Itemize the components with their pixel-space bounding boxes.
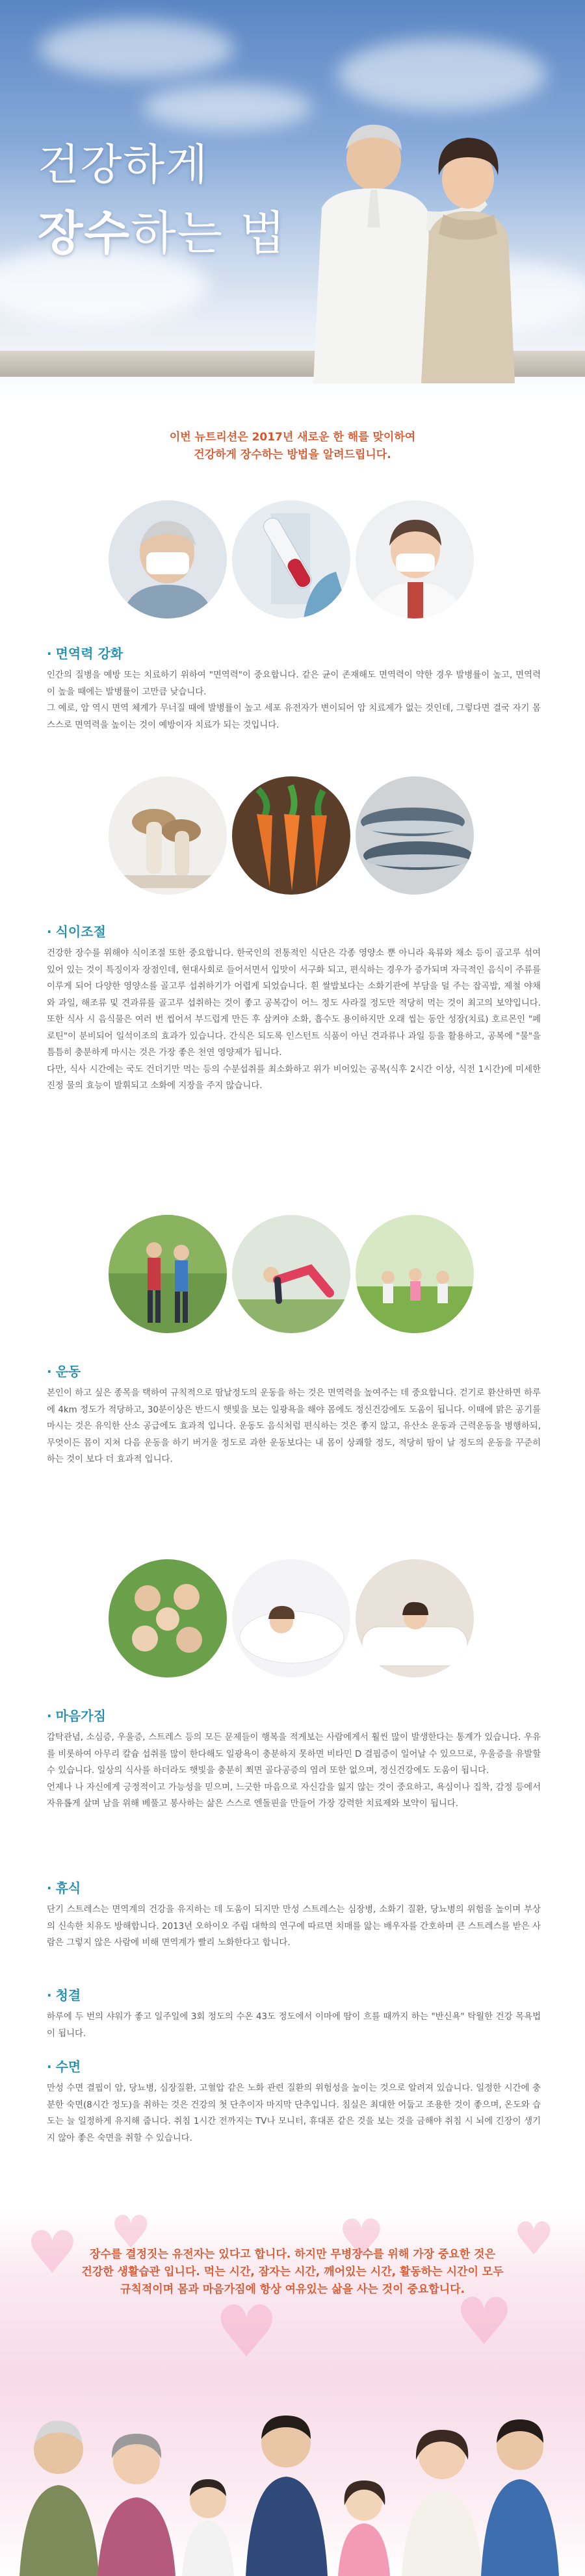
intro-line1: 이번 뉴트리션은 2017년 새로운 한 해를 맞이하여 — [169, 431, 416, 444]
section-body — [47, 1902, 541, 1952]
section-paragraph: 그 예로, 암 역시 면역 체계가 무너질 때에 발병률이 높고 세포 유전자가 변이되어 암 치료제가 없는 것인데, 그렇다면 결국 자기 몸 스스로 면역력을 높이는 것이 예방이자 치료가 되는 것입니다. — [47, 704, 541, 730]
section-rest — [47, 1878, 541, 1952]
section-immunity — [47, 643, 541, 733]
section-title: · 면역력 강화 — [47, 646, 124, 661]
bullet-dot-icon: · — [47, 646, 52, 661]
hero-title — [38, 130, 287, 263]
bullet-dot-icon: · — [47, 924, 52, 939]
jogging-couple-photo — [109, 1215, 227, 1333]
section-body — [47, 2080, 541, 2147]
heart-icon: ♥ — [26, 2219, 79, 2287]
hero-title-line2 — [38, 196, 287, 263]
section-paragraph: 다만, 식사 시간에는 국도 건더기만 먹는 등의 수분섭취를 최소화하고 위가 비어있는 공복(식후 2시간 이상, 식전 1시간)에 미세한 진정 물의 효능이 발휘되고 소화에 지장을 주지 않습니다. — [47, 1064, 541, 1091]
section-body — [47, 1385, 541, 1468]
section-body — [47, 945, 541, 1095]
hero-title-line1: 건강하게 — [38, 140, 209, 190]
doctor-with-mask-photo — [356, 500, 474, 618]
heart-icon: ♥ — [338, 2212, 385, 2269]
section-body — [47, 2009, 541, 2042]
cloud-decoration — [39, 19, 234, 78]
closing-line2: 건강한 생활습관 입니다. 먹는 시간, 잠자는 시간, 깨어있는 시간, 활동하는 시간이 모두 — [81, 2265, 504, 2278]
section-exercise — [47, 1361, 541, 1468]
family-circle-photo — [109, 1559, 227, 1677]
hero-title-bold: 장수 — [38, 206, 131, 261]
exercise-photo-row — [0, 1215, 585, 1338]
intro-line2: 건강하게 장수하는 방법을 알려드립니다. — [194, 448, 391, 461]
section-paragraph: 본인이 하고 싶은 종목을 택하여 규칙적으로 땀날정도의 운동을 하는 것은 면역력을 높여주는 데 중요합니다. 걷기로 환산하면 하루에 4km 정도가 적당하고, 30분이상은 반드시 햇빛을 보는 일광욕을 해야 몸에도 정신건강에도 도움이 됩니다. 이때에 맑은 공기를 마시는 것은 유익한 산소 공급에도 효과적 입니다. 운동도 음식처럼 편식하는 것은 좋지 않고, 유산소 운동과 근력운동을 병행하되, 무엇이든 몸이 지쳐 다음 운동을 하기 버거울 정도로 과한 운동보다는 내 몸이 상쾌할 정도, 적당히 땀이 날 정도의 운동을 꾸준히 하는 것이 보다 더 효과적 입니다. — [47, 1388, 541, 1464]
section-title: · 운동 — [47, 1364, 81, 1379]
stretching-woman-photo — [232, 1215, 350, 1333]
section-diet — [47, 921, 541, 1095]
immunity-photo-row — [0, 500, 585, 624]
bullet-dot-icon: · — [47, 1364, 52, 1379]
section-title: · 청결 — [47, 1987, 81, 2003]
closing-line3: 규칙적이며 몸과 마음가짐에 항상 여유있는 삶을 사는 것이 중요합니다. — [120, 2283, 465, 2296]
food-photo-row — [0, 776, 585, 900]
bath-woman-photo — [356, 1559, 474, 1677]
bullet-dot-icon: · — [47, 1987, 52, 2003]
hero-title-rest: 하는 법 — [131, 206, 287, 261]
bullet-dot-icon: · — [47, 1880, 52, 1896]
section-body — [47, 667, 541, 733]
intro-text — [0, 429, 585, 464]
hero-banner — [0, 0, 585, 403]
sleeping-woman-photo — [232, 1559, 350, 1677]
section-mindset — [47, 1705, 541, 1813]
section-paragraph: 인간의 질병을 예방 또는 치료하기 위하여 "면역력"이 중요합니다. 같은 균이 존재해도 면역력이 약한 경우 발병률이 높고, 면역력이 높을 때에는 발병률이 고만큼 낮습니다. — [47, 670, 541, 697]
multigeneration-family-illustration — [13, 2352, 572, 2576]
section-paragraph: 하루에 두 번의 샤워가 좋고 일주일에 3회 정도의 수온 43도 정도에서 이마에 땀이 흐를 때까지 하는 "반신욕" 탁월한 건강 목욕법이 됩니다. — [47, 2012, 541, 2039]
mind-photo-row — [0, 1559, 585, 1683]
carrots-photo — [232, 776, 350, 895]
section-paragraph: 만성 수면 결핍이 암, 당뇨병, 심장질환, 고혈압 같은 노화 관련 질환의 위험성을 높이는 것으로 알려져 있습니다. 일정한 시간에 충분한 숙면(8시간 정도)을 취하는 것은 건강의 첫 단추이자 마지막 단추입니다. 침실은 최대한 어둡고 조용한 것이 좋으며, 온도와 습도는 늘 일정하게 유지해 줍니다. 취침 1시간 전까지는 TV나 모니터, 휴대폰 같은 것을 보는 것을 금해야 취침 시 뇌에 긴장이 생기지 않아 좋은 숙면을 취할 수 있습니다. — [47, 2084, 541, 2143]
section-title: · 휴식 — [47, 1880, 81, 1896]
section-sleep — [47, 2056, 541, 2147]
mushroom-photo — [109, 776, 227, 895]
section-body — [47, 1729, 541, 1813]
bullet-dot-icon: · — [47, 1708, 52, 1724]
section-title: · 수면 — [47, 2059, 81, 2074]
heart-icon: ♥ — [514, 2212, 554, 2265]
heart-icon: ♥ — [110, 2212, 151, 2259]
heart-icon: ♥ — [455, 2284, 514, 2360]
closing-text — [0, 2246, 585, 2299]
section-hygiene — [47, 1985, 541, 2042]
test-tube-photo — [232, 500, 350, 618]
masked-elderly-man-photo — [109, 500, 227, 618]
closing-banner — [0, 2212, 585, 2576]
section-paragraph: 단기 스트레스는 면역계의 건강을 유지하는 데 도움이 되지만 만성 스트레스는 심장병, 소화기 질환, 당뇨병의 위험을 높이며 부상의 신속한 치유도 방해합니다. 2013년 오하이오 주립 대학의 연구에 따르면 치매를 앓는 배우자를 간호하며 큰 스트레스를 받은 사람은 그렇지 않은 사람에 비해 면역계가 빨리 노화한다고 합니다. — [47, 1905, 541, 1948]
closing-line1: 장수를 결정짓는 유전자는 있다고 합니다. 하지만 무병장수를 위해 가장 중요한 것은 — [90, 2248, 495, 2261]
section-paragraph: 언제나 나 자신에게 긍정적이고 가능성을 믿으며, 느긋한 마음으로 자신감을 잃지 않는 것이 중요하고, 욕심이나 집착, 감정 등에서 자유롭게 살며 남을 위해 베풀고 봉사하는 삶은 스스로 엔돌핀을 만들어 가장 강력한 치료제와 보약이 됩니다. — [47, 1782, 541, 1809]
section-paragraph: 감탁관념, 소심증, 우울증, 스트레스 등의 모든 문제들이 행복을 적게보는 사람에게서 훨씬 많이 발생한다는 통계가 있습니다. 우유를 비롯하여 아무리 칼슘 섭취를 많이 한다해도 일광욕이 충분하지 못하면 비타민 D 결핍증이 일어날 수 있으므로, 우울증을 유발할 수 있습니다. 일상의 식사를 하더라도 햇빛을 충분히 쬐면 골다공증의 염려 또한 없으며, 정신건강에도 도움이 됩니다. — [47, 1733, 541, 1776]
section-paragraph: 건강한 장수를 위해야 식이조절 또한 중요합니다. 한국인의 전통적인 식단은 각종 영양소 뿐 아니라 육류와 채소 등이 골고루 섞여있어 있는 것이 특징이자 장점인데, 현대사회로 들어서면서 입맛이 서구화 되고, 편식하는 경우가 증가되며 자극적인 음식이 주류를 이루게 되어 다양한 영양소를 골고루 섭취하기가 어렵게 되었습니다. 흰 쌀밥보다는 소화기관에 부담을 덜 주는 잡곡밥, 제철 야채와 과일, 해조류 및 견과류를 골고루 섭취하는 것이 좋고 공복감이 어느 정도 사라질 정도만 적당히 먹는 것이 최고의 보약입니다. 또한 식사 시 음식물은 여러 번 씹어서 부드럽게 만든 후 삼켜야 소화, 흡수도 용이하지만 오래 씹는 동안 성장(치료) 호르몬인 "페로틴"이 분비되어 일석이조의 효과가 있습니다. 간식은 되도록 인스턴트 식품이 아닌 견과류나 과일 등을 활용하고, 공복에 "물"을 틈틈히 충분하게 마시는 것은 가장 좋은 천연 영양제가 됩니다. — [47, 949, 541, 1058]
elderly-couple-illustration — [273, 97, 559, 383]
fish-photo — [356, 776, 474, 895]
group-exercise-photo — [356, 1215, 474, 1333]
heart-icon: ♥ — [214, 2290, 279, 2373]
section-title: · 마음가짐 — [47, 1708, 106, 1724]
section-title: · 식이조절 — [47, 924, 106, 939]
bullet-dot-icon: · — [47, 2059, 52, 2074]
